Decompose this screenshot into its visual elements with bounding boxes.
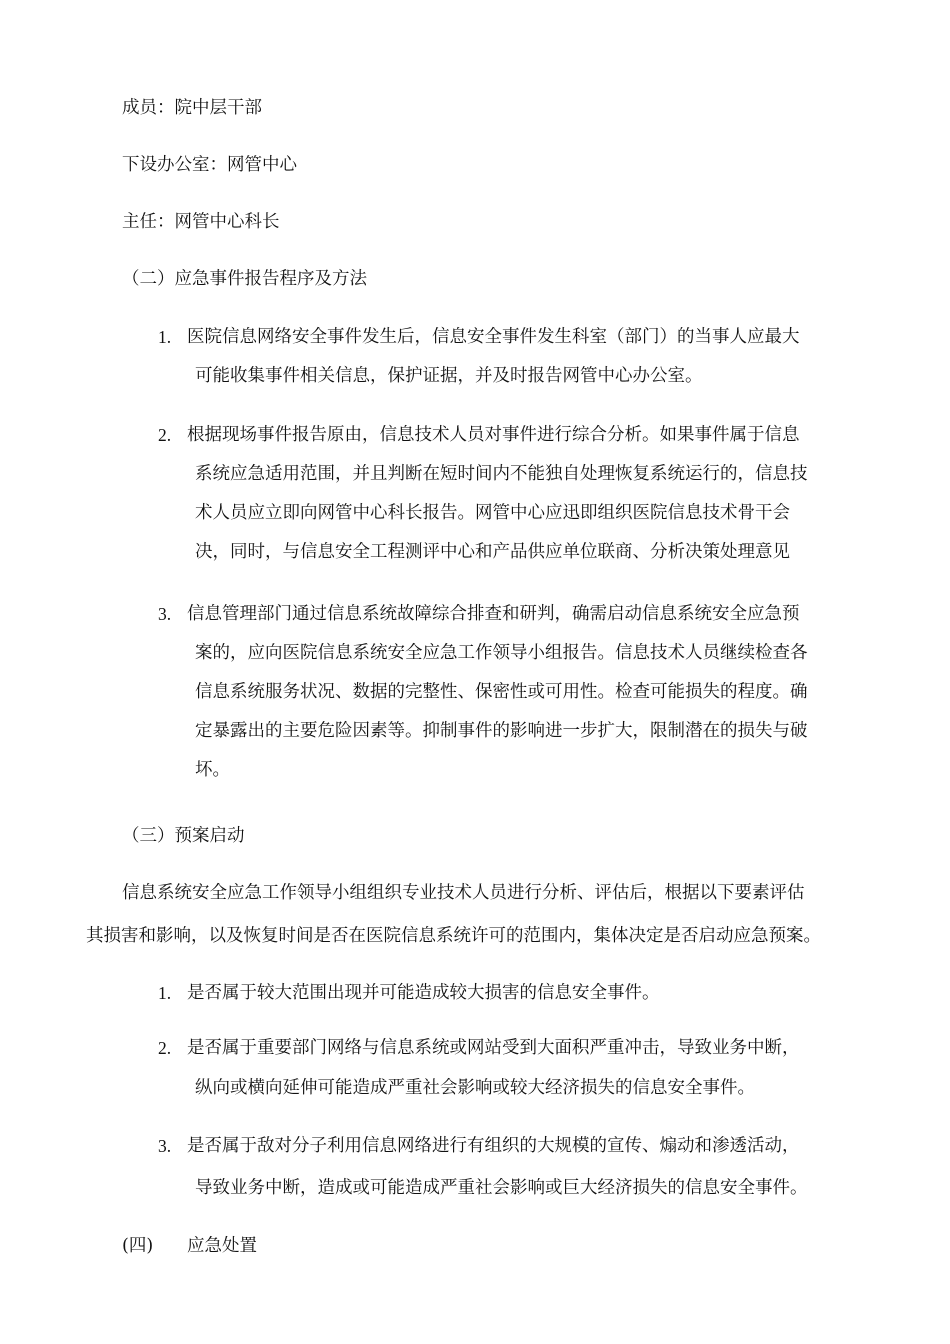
section2-item3-number: 3. <box>158 604 172 624</box>
section3-item3-line1: 是否属于敌对分子利用信息网络进行有组织的大规模的宣传、煽动和渗透活动， <box>187 1136 800 1156</box>
section3-item2-number: 2. <box>158 1038 172 1058</box>
section2-item3-line2: 案的，应向医院信息系统安全应急工作领导小组报告。信息技术人员继续检查各 <box>195 643 808 663</box>
section2-item3-line1: 信息管理部门通过信息系统故障综合排查和研判，确需启动信息系统安全应急预 <box>187 604 800 624</box>
section2-item2-line1: 根据现场事件报告原由，信息技术人员对事件进行综合分析。如果事件属于信息 <box>187 425 800 445</box>
section2-item1-line2: 可能收集事件相关信息，保护证据，并及时报告网管中心办公室。 <box>195 366 703 386</box>
members-line: 成员：院中层干部 <box>122 98 262 118</box>
office-line: 下设办公室：网管中心 <box>122 155 297 175</box>
section3-item2-line1: 是否属于重要部门网络与信息系统或网站受到大面积严重冲击，导致业务中断， <box>187 1038 800 1058</box>
section4-heading: 应急处置 <box>187 1236 257 1256</box>
section3-item2-line2: 纵向或横向延伸可能造成严重社会影响或较大经济损失的信息安全事件。 <box>195 1078 755 1098</box>
section2-item2-number: 2. <box>158 425 172 445</box>
section3-item3-number: 3. <box>158 1136 172 1156</box>
section4-label: (四) <box>122 1236 154 1256</box>
section2-item3-line4: 定暴露出的主要危险因素等。抑制事件的影响进一步扩大，限制潜在的损失与破 <box>195 721 808 741</box>
section3-item1-number: 1. <box>158 983 172 1003</box>
section2-item2-line4: 决，同时，与信息安全工程测评中心和产品供应单位联商、分析决策处理意见 <box>195 542 790 562</box>
section2-item1-number: 1. <box>158 327 172 347</box>
section3-heading: （三）预案启动 <box>122 826 245 846</box>
section2-item2-line2: 系统应急适用范围，并且判断在短时间内不能独自处理恢复系统运行的，信息技 <box>195 464 808 484</box>
section2-item1-line1: 医院信息网络安全事件发生后，信息安全事件发生科室（部门）的当事人应最大 <box>187 327 800 347</box>
section2-item3-line3: 信息系统服务状况、数据的完整性、保密性或可用性。检查可能损失的程度。确 <box>195 682 808 702</box>
section2-item2-line3: 术人员应立即向网管中心科长报告。网管中心应迅即组织医院信息技术骨干会 <box>195 503 790 523</box>
section3-paragraph-line2: 其损害和影响，以及恢复时间是否在医院信息系统许可的范围内，集体决定是否启动应急预案。 <box>86 926 821 946</box>
section3-item3-line2: 导致业务中断，造成或可能造成严重社会影响或巨大经济损失的信息安全事件。 <box>195 1178 808 1198</box>
section3-item1-line1: 是否属于较大范围出现并可能造成较大损害的信息安全事件。 <box>187 983 660 1003</box>
section2-item3-line5: 坏。 <box>195 760 230 780</box>
section3-paragraph-line1: 信息系统安全应急工作领导小组组织专业技术人员进行分析、评估后，根据以下要素评估 <box>122 883 805 903</box>
director-line: 主任：网管中心科长 <box>122 212 280 232</box>
section2-heading: （二）应急事件报告程序及方法 <box>122 269 367 289</box>
